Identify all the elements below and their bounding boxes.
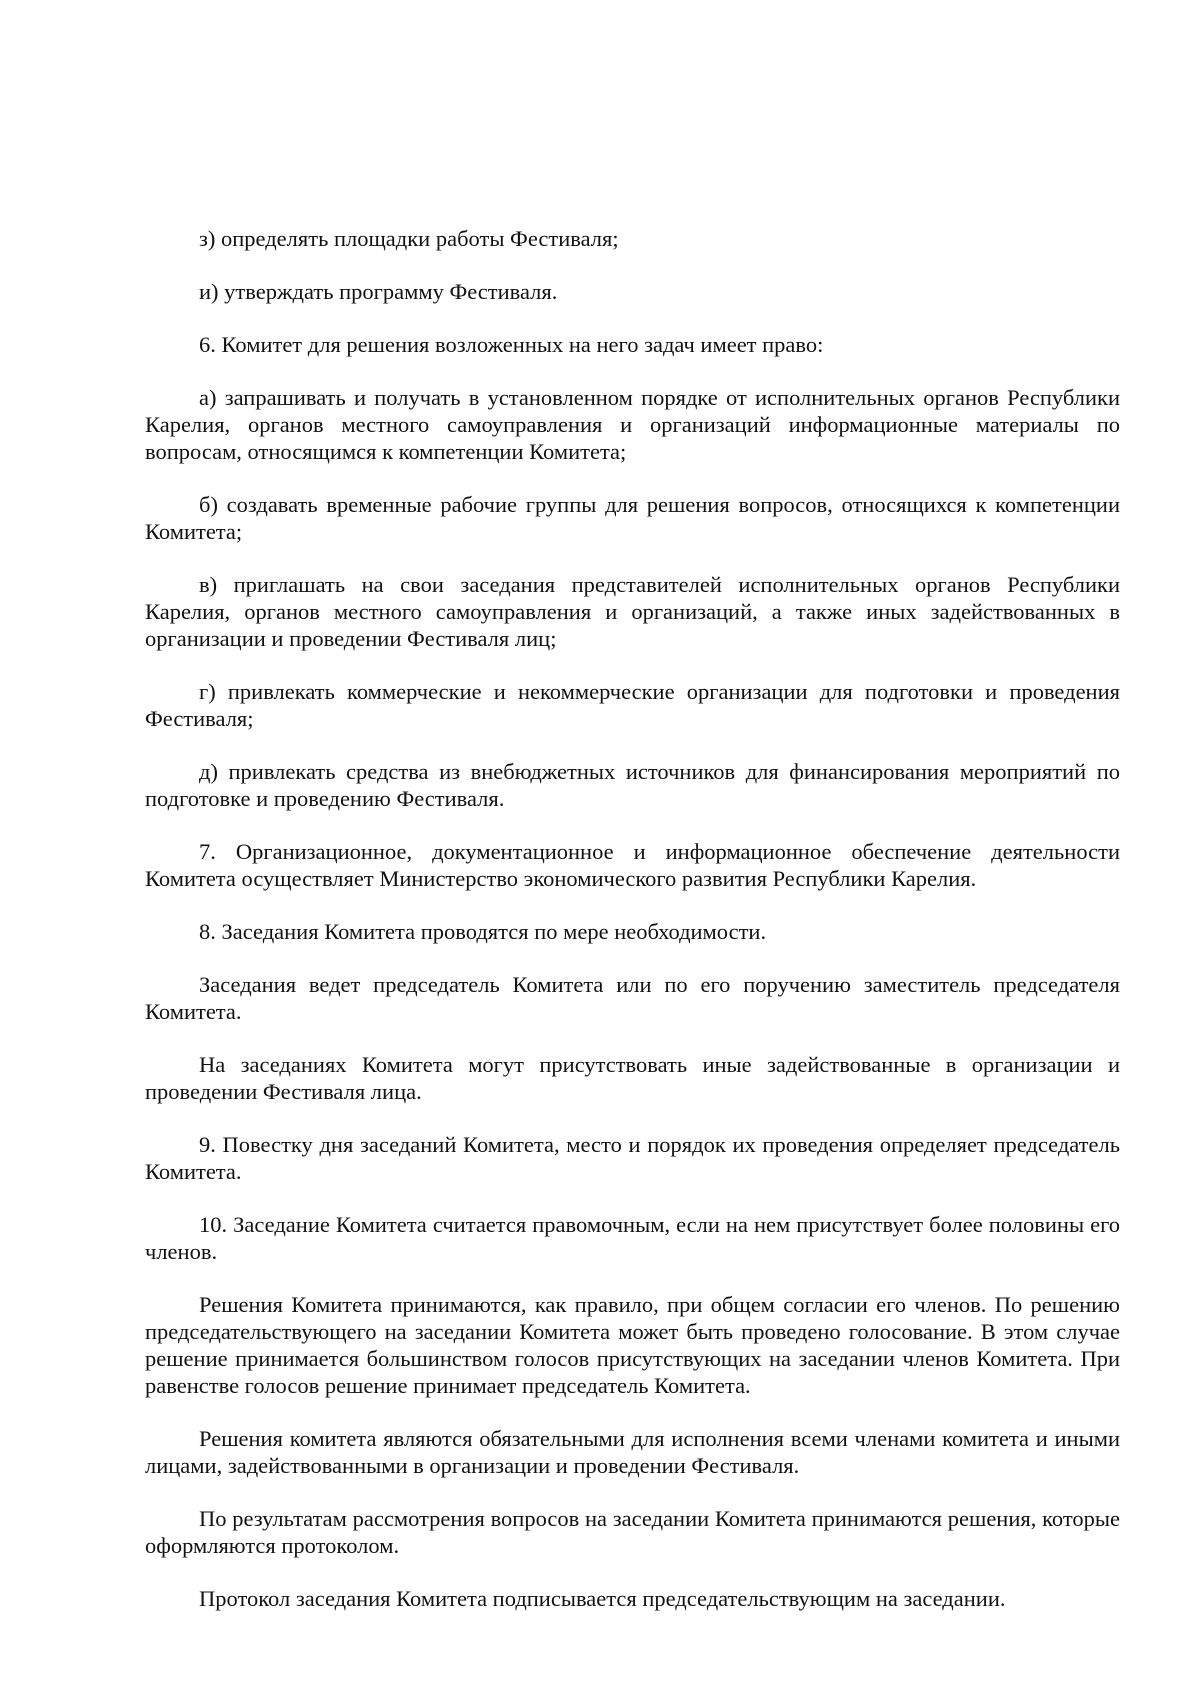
paragraph-8-attendance: На заседаниях Комитета могут присутствовать иные задействованные в организации и проведении Фестиваля лица.	[145, 1052, 1120, 1104]
paragraph-10-signature: Протокол заседания Комитета подписывается председательствующим на заседании.	[199, 1586, 1006, 1611]
paragraph-b: б) создавать временные рабочие группы для решения вопросов, относящихся к компетенции Комитета;	[145, 492, 1120, 544]
paragraph-z: з) определять площадки работы Фестиваля;	[199, 226, 619, 251]
paragraph-g: г) привлекать коммерческие и некоммерческие организации для подготовки и проведения Фестиваля;	[145, 679, 1120, 731]
paragraph-d: д) привлекать средства из внебюджетных источников для финансирования мероприятий по подготовке и проведению Фестиваля.	[145, 759, 1120, 811]
paragraph-9: 9. Повестку дня заседаний Комитета, место и порядок их проведения определяет председатель Комитета.	[145, 1132, 1120, 1184]
paragraph-7: 7. Организационное, документационное и информационное обеспечение деятельности Комитета осуществляет Министерство экономического развития Республики Карелия.	[145, 839, 1120, 891]
paragraph-a: а) запрашивать и получать в установленном порядке от исполнительных органов Республики Карелия, органов местного самоуправления и организаций информационные материалы по вопросам, относящимся к компетенции Комитета;	[145, 385, 1120, 464]
paragraph-6: 6. Комитет для решения возложенных на него задач имеет право:	[199, 332, 824, 357]
paragraph-i: и) утверждать программу Фестиваля.	[199, 279, 558, 304]
document-page	[145, 225, 1120, 1638]
paragraph-10-binding: Решения комитета являются обязательными для исполнения всеми членами комитета и иными лицами, задействованными в организации и проведении Фестиваля.	[145, 1426, 1120, 1478]
paragraph-8: 8. Заседания Комитета проводятся по мере необходимости.	[199, 919, 767, 944]
paragraph-v: в) приглашать на свои заседания представителей исполнительных органов Республики Карелия, органов местного самоуправления и организаций, а также иных задействованных в организации и проведении Фестиваля лиц;	[145, 572, 1120, 651]
paragraph-8-chair: Заседания ведет председатель Комитета или по его поручению заместитель председателя Комитета.	[145, 972, 1120, 1024]
paragraph-10-decisions: Решения Комитета принимаются, как правило, при общем согласии его членов. По решению председательствующего на заседании Комитета может быть проведено голосование. В этом случае решение принимается большинством голосов присутствующих на заседании членов Комитета. При равенстве голосов решение принимает председатель Комитета.	[145, 1292, 1120, 1398]
paragraph-10: 10. Заседание Комитета считается правомочным, если на нем присутствует более половины его членов.	[145, 1212, 1120, 1264]
paragraph-10-protocol: По результатам рассмотрения вопросов на заседании Комитета принимаются решения, которые оформляются протоколом.	[145, 1506, 1120, 1558]
